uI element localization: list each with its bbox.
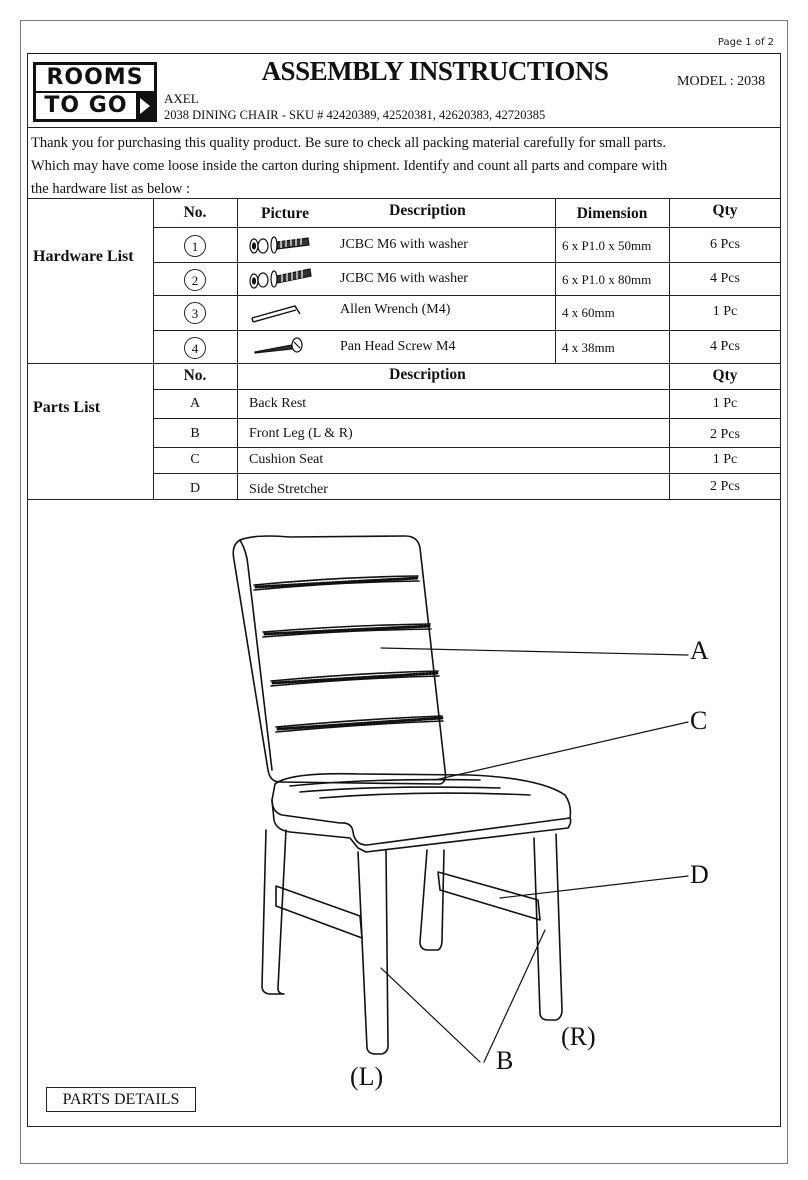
hardware-qty: 1 Pc [712, 304, 738, 319]
part-letter: A [189, 396, 201, 411]
hardware-qty: 4 Pcs [710, 339, 740, 354]
hardware-number-badge: 3 [184, 302, 206, 324]
callout-a: A [690, 636, 709, 665]
logo-line-1: ROOMS [36, 65, 154, 91]
callout-right: (R) [561, 1022, 596, 1051]
callout-b: B [496, 1046, 514, 1075]
part-letter: C [190, 452, 200, 467]
part-description: Cushion Seat [249, 452, 324, 467]
hardware-number-badge: 4 [184, 337, 206, 359]
intro-line: the hardware list as below : [31, 181, 191, 197]
hardware-description: Allen Wrench (M4) [340, 302, 451, 317]
divider [27, 127, 781, 128]
part-qty: 1 Pc [712, 452, 738, 467]
hardware-dimension: 4 x 38mm [562, 340, 615, 355]
parts-list-label: Parts List [33, 399, 101, 416]
part-description: Side Stretcher [249, 482, 328, 497]
hardware-number-badge: 2 [184, 269, 206, 291]
hardware-qty: 4 Pcs [710, 271, 740, 286]
logo-arrow-icon [140, 98, 150, 114]
hardware-number-badge: 1 [184, 235, 206, 257]
part-letter: D [189, 481, 201, 496]
intro-paragraph [31, 132, 776, 201]
column-header-description: Description [389, 202, 466, 219]
column-header-no: No. [183, 367, 207, 384]
part-letter: B [190, 426, 200, 441]
model-number: MODEL : 2038 [677, 74, 766, 89]
column-header-picture: Picture [261, 205, 309, 222]
part-qty: 2 Pcs [710, 479, 740, 494]
column-header-qty: Qty [712, 202, 738, 219]
callout-c: C [690, 706, 708, 735]
column-header-dimension: Dimension [576, 205, 648, 222]
column-header-qty: Qty [712, 367, 738, 384]
hardware-qty: 6 Pcs [710, 237, 740, 252]
intro-line: Which may have come loose inside the carton during shipment. Identify and count all parts and compare with [31, 158, 668, 174]
product-sku: 2038 DINING CHAIR - SKU # 42420389, 42520381, 42620383, 42720385 [164, 108, 546, 122]
hardware-list-label: Hardware List [33, 248, 134, 265]
page-number: Page 1 of 2 [717, 37, 774, 48]
logo-line-2: TO GO [36, 93, 136, 119]
part-qty: 2 Pcs [710, 427, 740, 442]
part-description: Front Leg (L & R) [249, 426, 353, 441]
hardware-description: JCBC M6 with washer [340, 237, 468, 252]
hardware-description: Pan Head Screw M4 [340, 339, 456, 354]
part-description: Back Rest [249, 396, 307, 411]
callout-d: D [690, 860, 709, 889]
hardware-dimension: 6 x P1.0 x 80mm [562, 272, 652, 287]
part-qty: 1 Pc [712, 396, 738, 411]
product-name: AXEL [164, 91, 199, 106]
intro-line: Thank you for purchasing this quality product. Be sure to check all packing material carefully for small parts. [31, 135, 666, 151]
column-header-description: Description [389, 366, 466, 383]
hardware-description: JCBC M6 with washer [340, 271, 468, 286]
page-title: ASSEMBLY INSTRUCTIONS [261, 56, 609, 86]
column-header-no: No. [183, 204, 207, 221]
hardware-dimension: 6 x P1.0 x 50mm [562, 238, 652, 253]
rooms-to-go-logo [33, 62, 157, 122]
hardware-dimension: 4 x 60mm [562, 305, 615, 320]
callout-left: (L) [350, 1062, 384, 1091]
parts-details-label: PARTS DETAILS [46, 1087, 196, 1112]
